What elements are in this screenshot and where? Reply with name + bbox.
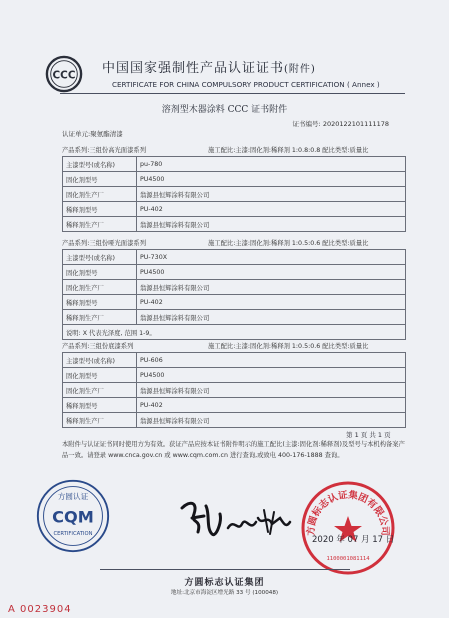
page-number: 第 1 页 共 1 页: [346, 431, 391, 439]
section-1-table: [62, 156, 406, 232]
table-row: 主漆型号(或名称) PU-730X: [63, 250, 406, 265]
table-row: 固化剂型号 PU4500: [63, 172, 406, 187]
table-row: 稀释剂型号 PU-402: [63, 202, 406, 217]
table-row: 稀释剂型号 PU-402: [63, 295, 406, 310]
document-subtitle: 溶剂型木器涂料 CCC 证书附件: [161, 105, 288, 115]
table-row: 固化剂生产厂 翁源县恒辉涂料有限公司: [63, 383, 406, 398]
table-row: 固化剂生产厂 翁源县恒辉涂料有限公司: [63, 280, 406, 295]
issue-date: 2020 年 07 月 17 日: [312, 535, 395, 545]
company-seal: [298, 478, 398, 578]
ccc-logo: [45, 55, 83, 93]
table-row: 稀释剂生产厂 翁源县恒辉涂料有限公司: [63, 217, 406, 232]
table-row: 固化剂型号 PU4500: [63, 265, 406, 280]
cqm-mid-text: CQM: [52, 507, 94, 527]
cqm-certification-logo: [35, 478, 111, 554]
table-row: 稀释剂生产厂 翁源县恒辉涂料有限公司: [63, 310, 406, 325]
section-2-table: [62, 249, 406, 340]
cqm-top-text: 方圆认证: [57, 491, 89, 501]
table-row: 稀释剂生产厂 翁源县恒辉涂料有限公司: [63, 413, 406, 428]
table-row: 主漆型号(或名称) PU-606: [63, 353, 406, 368]
seal-text: 方圆标志认证集团有限公司: [305, 489, 391, 536]
certificate-title-en: CERTIFICATE FOR CHINA COMPULSORY PRODUCT CERTIFICATION ( Annex ): [112, 80, 380, 89]
seal-code: 1100001081114: [326, 556, 370, 562]
svg-text:CCC: CCC: [52, 69, 76, 82]
section-3-table: [62, 352, 406, 428]
table-note-row: 说明: X 代表光泽度, 范围 1-9。: [63, 325, 406, 340]
certificate-page: CCC 中国国家强制性产品认证证书(附件) CERTIFICATE FOR CHINA COMPULSORY PRODUCT CERTIFICATION ( Annex ) 溶剂型木器涂料 CCC 证书附件 证书编号: 2020122101111178 认证单元:聚氨酯清漆 产品系列:三组份高光面漆系列 施工配比:主漆:固化剂:稀释剂 1:0.8:0.8 配比类型:质量比 主漆型号(或名称) pu-780 固化剂型号 PU4500 固化剂生产厂 翁源县恒辉涂料有限公司 稀释剂型号 PU-402 稀释剂生产厂 翁源县恒辉涂料有限公司 产品系列:三组份哑光面漆系列 施工配比:主漆:固化剂:稀释剂 1:0.5:0.6 配比类型:质量比 主漆型号(或名称) PU-730X 固化剂型号 PU4500 固化剂生产厂 翁源县恒辉涂料有限公司 稀释剂型号 PU-402 稀释剂生产厂 翁源县恒辉涂料有限公司 说明: X 代表光泽度, 范围 1-9。 产品系列:三组份底漆系列 施工配比:主漆:固化剂:稀释剂 1:0.5:0.6 配比类型:质量比 主漆型号(或名称) PU-606 固化剂型号 PU4500 固化剂生产厂 翁源县恒辉涂料有限公司 稀释剂型号 PU-402 稀释剂生产厂 翁源县恒辉涂料有限公司 第 1 页 共 1 页 本附件与认证证书同时使用方为有效。获证产品应按本证书附件明示的施工配比(主漆:固化剂:稀释剂)及型号与本机构备案产品一致。请登录 www.cnca.gov.cn 或 www.cqm.com.cn 进行查询,或致电 400-176-1888 查询。 方圆认证 CQM CERTIFICATION 方圆标志认证集团有限公司 1100001081114 2020 年 07 月 17 日 方圆标志认证集团 地址:北京市海淀区增光路 33 号 (100048) A 0023904: [0, 0, 449, 618]
certification-unit: 认证单元:聚氨酯清漆: [62, 130, 123, 138]
header-divider: [60, 93, 405, 94]
table-row: 固化剂型号 PU4500: [63, 368, 406, 383]
table-row: 主漆型号(或名称) pu-780: [63, 157, 406, 172]
certificate-number: 证书编号: 2020122101111178: [292, 120, 389, 128]
issuing-organization: 方圆标志认证集团: [184, 578, 265, 588]
footer-divider: [100, 569, 350, 570]
table-row: 稀释剂型号 PU-402: [63, 398, 406, 413]
title-suffix: (附件): [284, 64, 316, 75]
organization-address: 地址:北京市海淀区增光路 33 号 (100048): [170, 590, 279, 596]
table-row: 固化剂生产厂 翁源县恒辉涂料有限公司: [63, 187, 406, 202]
serial-number: A 0023904: [8, 604, 72, 615]
certificate-title: 中国国家强制性产品认证证书(附件): [102, 61, 316, 76]
handwritten-signature: [176, 488, 296, 548]
annex-description: 本附件与认证证书同时使用方为有效。获证产品应按本证书附件明示的施工配比(主漆:固化剂:稀释剂)及型号与本机构备案产品一致。请登录 www.cnca.gov.cn 或 www.cqm.com.cn 进行查询,或致电 400-176-1888 查询。: [62, 441, 405, 459]
cqm-bottom-text: CERTIFICATION: [53, 531, 93, 537]
